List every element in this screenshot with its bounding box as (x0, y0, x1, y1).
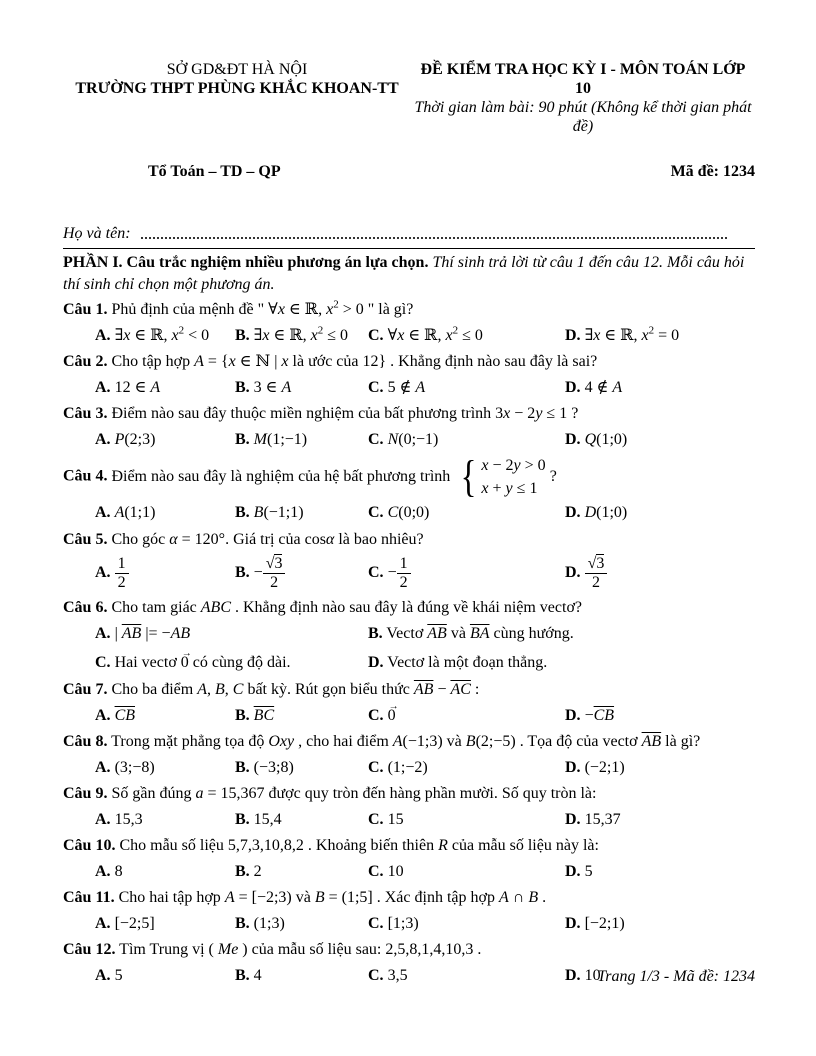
option-d: D. $-\overline{CB}$ (565, 706, 615, 724)
option-a: A. ∃x ∈ ℝ, $x^2 < 0$ (95, 324, 210, 344)
question-3 (63, 402, 755, 452)
option-c: C. ∀x ∈ ℝ, $x^2 \le 0$ (368, 324, 483, 344)
option-b: B. 15,4 (235, 810, 282, 828)
header-exam-block (411, 60, 755, 136)
student-name-row (63, 225, 755, 243)
option-d: D. 15,37 (565, 810, 621, 828)
option-a: A. $\frac{1}{2}$ (95, 553, 235, 594)
part1-instructions: Thí sinh trả lời từ câu 1 đến câu 12. Mỗi câu hỏi thí sinh chỉ chọn một phương án. (63, 254, 745, 293)
question-10-options (63, 860, 755, 885)
option-a: A. 15,3 (95, 810, 143, 828)
school-name: TRƯỜNG THPT PHÙNG KHẮC KHOAN-TT (75, 80, 399, 97)
option-a: A. P(2;3) (95, 430, 156, 448)
option-a: A. [−2;5] (95, 914, 155, 932)
option-a: A. (3;−8) (95, 758, 155, 776)
header-divider (63, 248, 755, 249)
question-8 (63, 730, 755, 780)
option-a: A. 5 (95, 966, 123, 984)
option-b: B. − $\frac{√3}{2}$ (235, 553, 368, 594)
question-6-text: Câu 6. Cho tam giác ABC . Khẳng định nào sau đây là đúng về khái niệm vectơ? (63, 598, 583, 616)
option-b: B. $\overline{BC}$ (235, 706, 275, 724)
question-2-options (63, 376, 755, 401)
question-2-text: Câu 2. Cho tập hợp A = {x ∈ ℕ | x là ước của 12} . Khẳng định nào sau đây là sai? (63, 353, 598, 370)
question-7 (63, 678, 755, 728)
option-b: B. 3 ∈ A (235, 378, 292, 396)
question-11 (63, 886, 755, 936)
option-c: C. 5 ∉ A (368, 378, 426, 396)
option-b: B. (1;3) (235, 914, 285, 932)
exam-title: ĐỀ KIỂM TRA HỌC KỲ I - MÔN TOÁN LỚP 10 (420, 61, 746, 97)
option-b: B. 2 (235, 862, 262, 880)
question-8-text: Câu 8. Trong mặt phẳng tọa độ Oxy , cho hai điểm A(−1;3) và B(2;−5) . Tọa độ của vectơ $\overline{AB}$ là gì? (63, 733, 701, 751)
option-d: D. 10 (565, 966, 601, 984)
option-a: A. | $\overline{AB}$ |= −AB (95, 625, 191, 643)
question-6 (63, 596, 755, 677)
question-10-text: Câu 10. Cho mẫu số liệu 5,7,3,10,8,2 . Khoảng biến thiên R của mẫu số liệu này là: (63, 837, 599, 855)
student-name-fill-line (141, 236, 727, 239)
option-c: C. 15 (368, 810, 404, 828)
page-footer: Trang 1/3 - Mã đề: 1234 (597, 968, 755, 985)
question-12-text: Câu 12. Tìm Trung vị ( Me ) của mẫu số liệu sau: 2,5,8,1,4,10,3 . (63, 941, 482, 959)
question-4-text: Câu 4. Điểm nào sau đây là nghiệm của hệ bất phương trình { x − 2y > 0 x + y ≤ 1 ? (63, 452, 557, 502)
exam-duration: Thời gian làm bài: 90 phút (Không kể thời gian phát đề) (414, 99, 752, 135)
header-school-block (63, 60, 411, 136)
option-c: C. (1;−2) (368, 758, 428, 776)
question-11-text: Câu 11. Cho hai tập hợp A = [−2;3) và B = (1;5] . Xác định tập hợp A ∩ B . (63, 889, 547, 907)
option-c: C. N(0;−1) (368, 430, 439, 448)
question-9 (63, 782, 755, 832)
option-d: D. $\frac{√3}{2}$ (565, 553, 755, 594)
option-d: D. [−2;1) (565, 914, 625, 932)
question-1-options (63, 324, 755, 349)
option-d: D. 4 ∉ A (565, 378, 623, 396)
question-8-options (63, 756, 755, 781)
option-d: D. D(1;0) (565, 504, 628, 521)
option-c: C. [1;3) (368, 914, 419, 932)
question-6-options (63, 621, 755, 676)
option-b: B. 4 (235, 966, 262, 984)
question-7-text: Câu 7. Cho ba điểm A, B, C bất kỳ. Rút gọn biểu thức $\overline{AB} - \overline{AC}$ : (63, 681, 480, 699)
option-c: C. Hai vectơ → 0 có cùng độ dài. (95, 650, 368, 676)
option-c: C. − $\frac{1}{2}$ (368, 553, 565, 594)
option-d: D. 5 (565, 862, 593, 880)
option-c: C. → 0 (368, 704, 565, 729)
question-9-text: Câu 9. Số gần đúng a = 15,367 được quy tròn đến hàng phần mười. Số quy tròn là: (63, 785, 597, 803)
subject-group: Tổ Toán – TD – QP (148, 163, 281, 180)
option-d: D. Vectơ là một đoạn thẳng. (368, 654, 548, 672)
question-7-options (63, 704, 755, 729)
question-2 (63, 350, 755, 400)
question-3-text: Câu 3. Điểm nào sau đây thuộc miền nghiệm của bất phương trình 3x − 2y ≤ 1 ? (63, 405, 579, 422)
question-1 (63, 298, 755, 348)
exam-code: Mã đề: 1234 (670, 163, 755, 180)
option-a: A. A(1;1) (95, 504, 156, 521)
question-4-options (63, 501, 755, 526)
option-c: C. C(0;0) (368, 504, 430, 521)
part1-intro (63, 252, 755, 295)
option-c: C. 3,5 (368, 966, 408, 984)
page-header (63, 60, 755, 136)
question-5-options (63, 553, 755, 594)
option-b: B. ∃x ∈ ℝ, $x^2 \le 0$ (235, 324, 348, 344)
subheader-row (63, 163, 755, 181)
question-9-options (63, 808, 755, 833)
question-10 (63, 834, 755, 884)
question-3-options (63, 428, 755, 453)
student-name-label: Họ và tên: (63, 225, 131, 242)
option-b: B. Vectơ $\overline{AB}$ và $\overline{BA}$ cùng hướng. (368, 625, 574, 643)
option-d: D. ∃x ∈ ℝ, $x^2 = 0$ (565, 324, 680, 344)
option-b: B. B(−1;1) (235, 504, 304, 521)
part1-heading: PHẦN I. Câu trắc nghiệm nhiều phương án lựa chọn. (63, 254, 429, 271)
question-1-text: Câu 1. Phủ định của mệnh đề " ∀x ∈ ℝ, $x^2 > 0$ " là gì? (63, 298, 414, 318)
option-d: D. Q(1;0) (565, 430, 628, 448)
question-4 (63, 454, 755, 526)
option-a: A. $\overline{CB}$ (95, 706, 136, 724)
question-11-options (63, 912, 755, 937)
option-d: D. (−2;1) (565, 758, 625, 776)
option-c: C. 10 (368, 862, 404, 880)
department-name: SỞ GD&ĐT HÀ NỘI (166, 61, 308, 78)
option-b: B. M(1;−1) (235, 430, 308, 448)
question-5 (63, 528, 755, 594)
option-a: A. 8 (95, 862, 123, 880)
option-b: B. (−3;8) (235, 758, 294, 776)
option-a: A. 12 ∈ A (95, 378, 161, 396)
question-5-text: Câu 5. Cho góc α = 120°. Giá trị của cosα là bao nhiêu? (63, 530, 424, 548)
